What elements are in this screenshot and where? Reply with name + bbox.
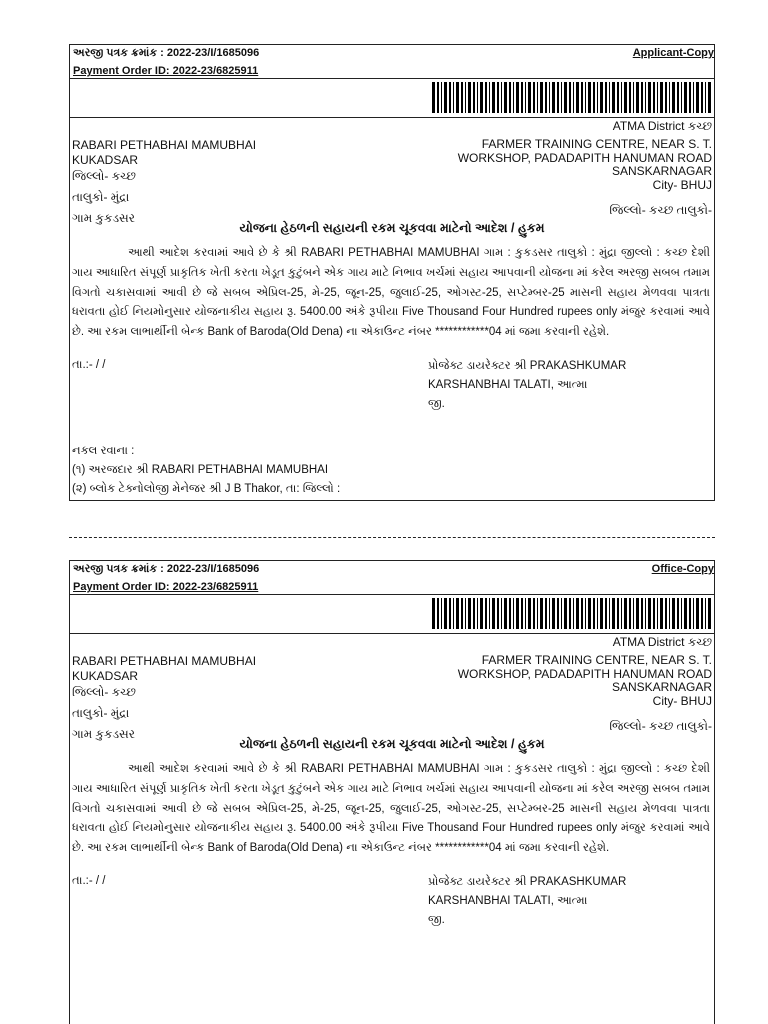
barcode-image xyxy=(432,598,712,629)
signatory-line-1: પ્રોજેક્ટ ડાયરેક્ટર શ્રી PRAKASHKUMAR xyxy=(428,360,627,372)
application-number: અરજી પત્રક ક્રમાંક : 2022-23/I/1685096 xyxy=(73,47,260,59)
address-block xyxy=(70,634,714,741)
office-line-5: જિલ્લો- કચ્છ તાલુકો- xyxy=(609,203,712,217)
date-field: તા.:- / / xyxy=(72,875,106,887)
applicant-taluka: તાલુકો- મુંદ્રા xyxy=(72,190,130,204)
office-line-3: SANSKARNAGAR xyxy=(611,680,712,694)
application-number: અરજી પત્રક ક્રમાંક : 2022-23/I/1685096 xyxy=(73,563,260,575)
order-title: યોજના હેઠળની સહાયની રકમ ચૂકવવા માટેનો આદેશ / હુકમ xyxy=(239,737,545,751)
applicant-address xyxy=(72,654,256,742)
applicant-village: ગામ કુકડસર xyxy=(72,211,135,225)
office-line-4: City- BHUJ xyxy=(652,177,712,192)
office-line-5: જિલ્લો- કચ્છ તાલુકો- xyxy=(609,719,712,733)
barcode-row xyxy=(70,595,714,634)
order-title: યોજના હેઠળની સહાયની રકમ ચૂકવવા માટેનો આદેશ / હુકમ xyxy=(239,221,545,235)
office-line-3: SANSKARNAGAR xyxy=(611,164,712,178)
address-block xyxy=(70,118,714,225)
atma-district: ATMA District કચ્છ xyxy=(612,635,712,649)
office-line-2: WORKSHOP, PADADAPITH HANUMAN ROAD xyxy=(457,666,712,681)
office-address xyxy=(458,138,712,218)
office-line-1: FARMER TRAINING CENTRE, NEAR S. T. xyxy=(481,137,712,151)
applicant-village-name: KUKADSAR xyxy=(72,153,139,167)
order-body-text: આથી આદેશ કરવામાં આવે છે કે શ્રી RABARI PETHABHAI MAMUBHAI ગામ : કુકડસર તાલુકો : મુંદ્રા જીલ્લો : કચ્છ દેશી ગાય આધારિત સંપૂર્ણ પ્રાકૃતિક ખેતી કરતા ખેડૂત કુટુંબને એક ગાય માટે નિભાવ ખર્ચમાં સહાય આપવાની યોજના માં કરેલ અરજી સબબ તમામ વિગતો ચકાસવામાં આવી છે જે સબબ એપ્રિલ-25, મે-25, જૂન-25, જુલાઈ-25, ઓગસ્ટ-25, સપ્ટેમ્બર-25 માસની સહાય મેળવવા પાત્રતા ધરાવતા હોઈ નિયમોનુસાર યોજનાકીય સહાય રૂ. 5400.00 અંકે રૂપીયા Five Thousand Four Hundred rupees only મંજુર કરવામાં આવે છે. આ રકમ લાભાર્થીની બેન્ક Bank of Baroda(Old Dena) ના એકાઉન્ટ નંબર ************04 માં જમા કરવાની રહેશે. xyxy=(72,247,710,339)
copy-label: Applicant-Copy xyxy=(632,47,714,59)
applicant-district: જિલ્લો- કચ્છ xyxy=(72,685,136,699)
payment-order-id: Payment Order ID: 2022-23/6825911 xyxy=(73,65,259,77)
copies-block xyxy=(72,442,340,499)
order-body-text: આથી આદેશ કરવામાં આવે છે કે શ્રી RABARI PETHABHAI MAMUBHAI ગામ : કુકડસર તાલુકો : મુંદ્રા જીલ્લો : કચ્છ દેશી ગાય આધારિત સંપૂર્ણ પ્રાકૃતિક ખેતી કરતા ખેડૂત કુટુંબને એક ગાય માટે નિભાવ ખર્ચમાં સહાય આપવાની યોજના માં કરેલ અરજી સબબ તમામ વિગતો ચકાસવામાં આવી છે જે સબબ એપ્રિલ-25, મે-25, જૂન-25, જુલાઈ-25, ઓગસ્ટ-25, સપ્ટેમ્બર-25 માસની સહાય મેળવવા પાત્રતા ધરાવતા હોઈ નિયમોનુસાર યોજનાકીય સહાય રૂ. 5400.00 અંકે રૂપીયા Five Thousand Four Hundred rupees only મંજુર કરવામાં આવે છે. આ રકમ લાભાર્થીની બેન્ક Bank of Baroda(Old Dena) ના એકાઉન્ટ નંબર ************04 માં જમા કરવાની રહેશે. xyxy=(72,763,710,855)
atma-district: ATMA District કચ્છ xyxy=(612,119,712,133)
applicant-name: RABARI PETHABHAI MAMUBHAI xyxy=(72,138,257,152)
copy-recipient-1: (૧) અરજદાર શ્રી RABARI PETHABHAI MAMUBHAI xyxy=(72,464,329,476)
applicant-name: RABARI PETHABHAI MAMUBHAI xyxy=(72,654,257,668)
slip-header xyxy=(70,561,714,595)
applicant-copy-slip xyxy=(69,44,715,501)
signatory-block xyxy=(428,357,626,414)
date-field: તા.:- / / xyxy=(72,359,106,371)
applicant-district: જિલ્લો- કચ્છ xyxy=(72,169,136,183)
office-line-1: FARMER TRAINING CENTRE, NEAR S. T. xyxy=(481,653,712,667)
office-address xyxy=(458,654,712,734)
signatory-line-1: પ્રોજેક્ટ ડાયરેક્ટર શ્રી PRAKASHKUMAR xyxy=(428,876,627,888)
copies-header: નકલ રવાના : xyxy=(72,445,135,457)
order-body xyxy=(72,244,710,343)
office-line-4: City- BHUJ xyxy=(652,693,712,708)
office-copy-slip xyxy=(69,560,715,1024)
slip-header xyxy=(70,45,714,79)
copy-label: Office-Copy xyxy=(651,563,714,575)
barcode-row xyxy=(70,79,714,118)
signatory-line-2: KARSHANBHAI TALATI, આત્મા xyxy=(428,895,588,907)
applicant-address xyxy=(72,138,256,226)
copy-recipient-2: (૨) બ્લોક ટેક્નોલોજી મેનેજર શ્રી J B Thakor, તા: જિલ્લો : xyxy=(72,483,341,495)
signatory-block xyxy=(428,873,626,930)
signatory-line-2: KARSHANBHAI TALATI, આત્મા xyxy=(428,379,588,391)
office-line-2: WORKSHOP, PADADAPITH HANUMAN ROAD xyxy=(457,150,712,165)
payment-order-id: Payment Order ID: 2022-23/6825911 xyxy=(73,581,259,593)
signatory-line-3: જી. xyxy=(428,398,445,410)
applicant-village-name: KUKADSAR xyxy=(72,669,139,683)
barcode-image xyxy=(432,82,712,113)
order-body xyxy=(72,760,710,859)
signatory-line-3: જી. xyxy=(428,914,445,926)
applicant-taluka: તાલુકો- મુંદ્રા xyxy=(72,706,130,720)
applicant-village: ગામ કુકડસર xyxy=(72,727,135,741)
cut-line xyxy=(69,537,715,538)
